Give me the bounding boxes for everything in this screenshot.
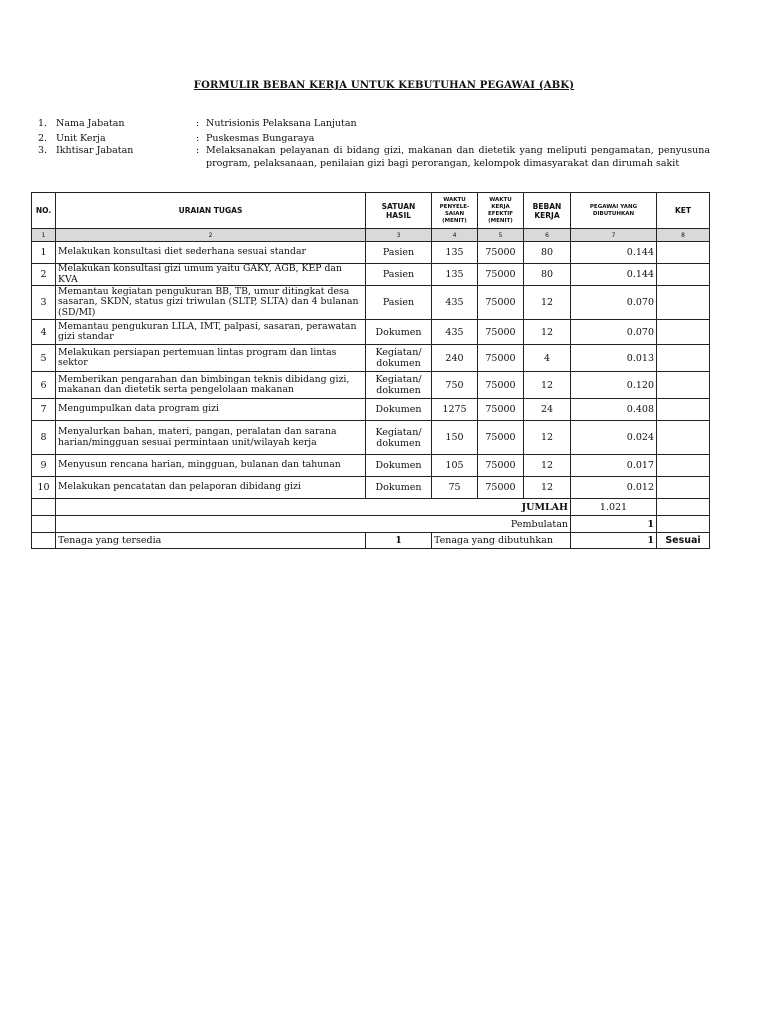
table-row [32,421,710,455]
task-description: Memantau kegiatan pengukuran BB, TB, umur ditingkat desa sasaran, SKDN, status gizi triwulan (SLTP, SLTA) dan 4 bulanan (SD/MI) [56,286,366,320]
notes [657,421,710,455]
table-row [32,264,710,286]
table-row [32,242,710,264]
result-unit: Dokumen [366,320,432,345]
result-unit: Kegiatan/ dokumen [366,345,432,372]
document-title: FORMULIR BEBAN KERJA UNTUK KEBUTUHAN PEGAWAI (ABK) [193,80,575,91]
effective-time: 75000 [478,372,524,399]
task-description: Menyusun rencana harian, mingguan, bulanan dan tahunan [56,455,366,477]
task-description: Mengumpulkan data program gizi [56,399,366,421]
row-number: 6 [32,372,56,399]
needed-staff-label: Tenaga yang dibutuhkan [432,533,571,549]
result-unit: Dokumen [366,455,432,477]
status-value: Sesuai [657,533,710,549]
staff-needed: 0.070 [571,320,657,345]
info-number: 2. [38,132,48,144]
completion-time: 135 [432,264,478,286]
completion-time: 240 [432,345,478,372]
table-row [32,286,710,320]
notes [657,455,710,477]
notes [657,286,710,320]
staff-needed: 0.120 [571,372,657,399]
staff-needed: 0.144 [571,264,657,286]
rounding-row [32,516,710,533]
table-row [32,372,710,399]
notes [657,242,710,264]
task-description: Menyalurkan bahan, materi, pangan, peralatan dan sarana harian/mingguan sesuai permintaan unit/wilayah kerja [56,421,366,455]
staffing-row [32,533,710,549]
info-label: Ikhtisar Jabatan [56,145,134,156]
workload: 24 [524,399,571,421]
notes [657,345,710,372]
staff-needed: 0.070 [571,286,657,320]
result-unit: Kegiatan/ dokumen [366,421,432,455]
staff-needed: 0.012 [571,477,657,499]
total-row [32,499,710,516]
workload: 12 [524,372,571,399]
staff-needed: 0.024 [571,421,657,455]
completion-time: 1275 [432,399,478,421]
column-index: 1 [32,229,56,242]
row-number: 9 [32,455,56,477]
workload-table [31,192,710,549]
column-index: 4 [432,229,478,242]
result-unit: Pasien [366,286,432,320]
effective-time: 75000 [478,286,524,320]
info-row-work-unit [38,133,710,146]
completion-time: 135 [432,242,478,264]
info-row-job-summary [38,145,710,170]
staff-needed: 0.017 [571,455,657,477]
notes [657,320,710,345]
info-label: Nama Jabatan [56,118,125,129]
table-row [32,320,710,345]
column-index-row [32,229,710,242]
rounding-label: Pembulatan [56,516,571,533]
header-staff-needed: PEGAWAI YANG DIBUTUHKAN [571,193,657,229]
effective-time: 75000 [478,242,524,264]
completion-time: 105 [432,455,478,477]
job-info [38,118,710,170]
total-label: JUMLAH [56,499,571,516]
notes [657,477,710,499]
workload: 12 [524,455,571,477]
effective-time: 75000 [478,399,524,421]
task-description: Memberikan pengarahan dan bimbingan teknis dibidang gizi, makanan dan dietetik serta pengelolaan makanan [56,372,366,399]
staff-needed: 0.408 [571,399,657,421]
needed-staff-value: 1 [571,533,657,549]
notes [657,399,710,421]
info-number: 1. [38,118,48,129]
task-description: Melakukan persiapan pertemuan lintas program dan lintas sektor [56,345,366,372]
effective-time: 75000 [478,455,524,477]
table-row [32,477,710,499]
table-row [32,345,710,372]
table-row [32,399,710,421]
row-number: 7 [32,399,56,421]
info-value: Melaksanakan pelayanan di bidang gizi, makanan dan dietetik yang meliputi pengamatan, penyusuna program, pelaksanaan, penilaian gizi bagi perorangan, kelompok dimasyarakat dan dirumah sakit [206,145,710,169]
result-unit: Kegiatan/ dokumen [366,372,432,399]
header-completion-time: WAKTU PENYELE-SAIAN (MENIT) [432,193,478,229]
column-index: 7 [571,229,657,242]
total-value: 1.021 [571,499,657,516]
column-index: 5 [478,229,524,242]
result-unit: Dokumen [366,399,432,421]
row-number: 1 [32,242,56,264]
effective-time: 75000 [478,320,524,345]
column-index: 8 [657,229,710,242]
available-staff-value: 1 [366,533,432,549]
notes [657,264,710,286]
header-workload: BEBAN KERJA [524,193,571,229]
available-staff-label: Tenaga yang tersedia [56,533,366,549]
header-effective-time: WAKTU KERJA EFEKTIF (MENIT) [478,193,524,229]
task-description: Memantau pengukuran LILA, IMT, palpasi, sasaran, perawatan gizi standar [56,320,366,345]
effective-time: 75000 [478,264,524,286]
row-number: 8 [32,421,56,455]
info-separator: : [196,132,200,144]
info-separator: : [196,118,200,129]
completion-time: 750 [432,372,478,399]
workload: 4 [524,345,571,372]
workload: 12 [524,477,571,499]
column-index: 3 [366,229,432,242]
info-number: 3. [38,145,48,156]
header-task: URAIAN TUGAS [56,193,366,229]
row-number: 5 [32,345,56,372]
task-description: Melakukan konsultasi gizi umum yaitu GAKY, AGB, KEP dan KVA [56,264,366,286]
info-separator: : [196,145,200,156]
effective-time: 75000 [478,345,524,372]
task-description: Melakukan konsultasi diet sederhana sesuai standar [56,242,366,264]
rounding-value: 1 [571,516,657,533]
column-index: 6 [524,229,571,242]
completion-time: 75 [432,477,478,499]
completion-time: 435 [432,286,478,320]
info-row-job-title [38,118,710,131]
header-unit: SATUAN HASIL [366,193,432,229]
row-number: 10 [32,477,56,499]
staff-needed: 0.144 [571,242,657,264]
row-number: 4 [32,320,56,345]
staff-needed: 0.013 [571,345,657,372]
completion-time: 435 [432,320,478,345]
workload: 80 [524,264,571,286]
result-unit: Pasien [366,242,432,264]
completion-time: 150 [432,421,478,455]
effective-time: 75000 [478,421,524,455]
info-label: Unit Kerja [56,132,106,144]
result-unit: Dokumen [366,477,432,499]
info-value: Puskesmas Bungaraya [206,132,315,144]
row-number: 2 [32,264,56,286]
table-row [32,455,710,477]
result-unit: Pasien [366,264,432,286]
workload: 80 [524,242,571,264]
row-number: 3 [32,286,56,320]
workload: 12 [524,421,571,455]
info-value: Nutrisionis Pelaksana Lanjutan [206,118,357,129]
effective-time: 75000 [478,477,524,499]
workload: 12 [524,286,571,320]
workload: 12 [524,320,571,345]
table-header-row [32,193,710,229]
column-index: 2 [56,229,366,242]
notes [657,372,710,399]
task-description: Melakukan pencatatan dan pelaporan dibidang gizi [56,477,366,499]
header-no: NO. [32,193,56,229]
header-notes: KET [657,193,710,229]
